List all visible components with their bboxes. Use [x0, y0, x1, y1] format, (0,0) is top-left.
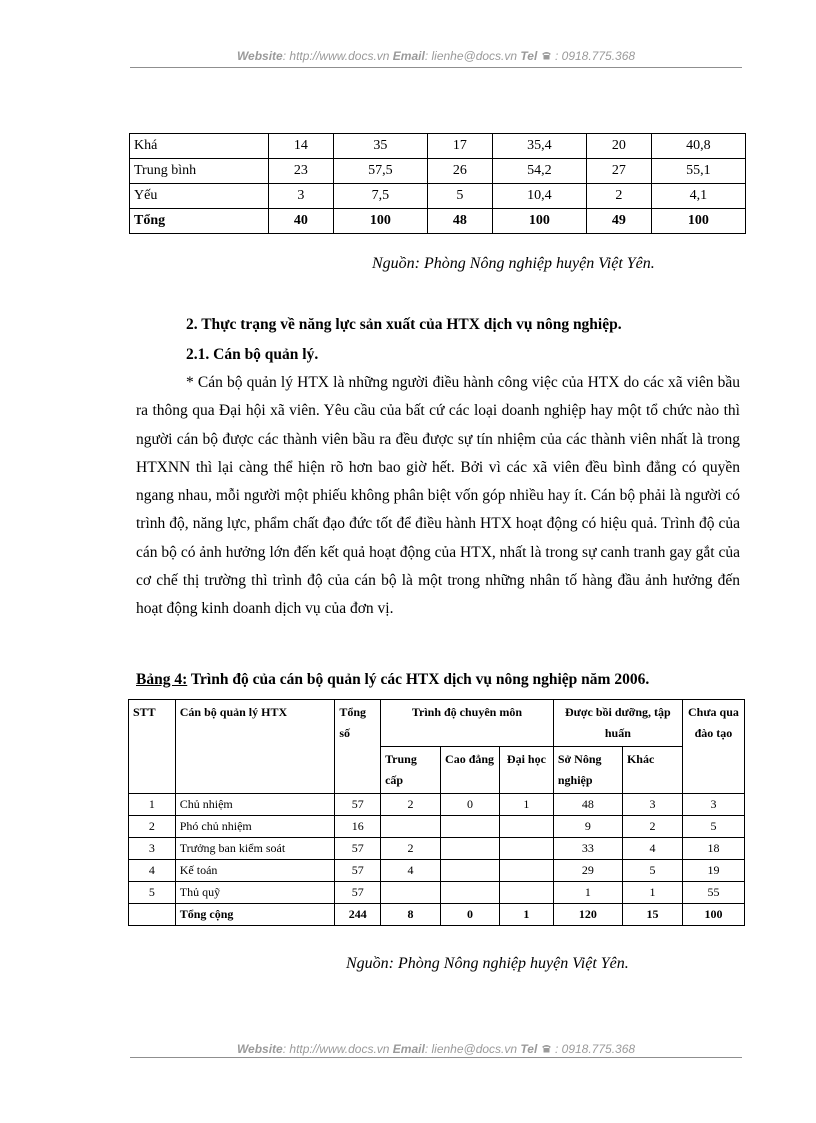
table-row [130, 159, 746, 184]
table-row [129, 838, 745, 860]
subsection-heading: 2.1. Cán bộ quản lý. [186, 346, 319, 363]
table-row [130, 184, 746, 209]
cell-chua: 19 [682, 860, 744, 882]
cell-khac: 1 [622, 882, 682, 904]
cell-trung-cap: 8 [381, 904, 441, 926]
cell-khac: 4 [622, 838, 682, 860]
table-cell: 35 [333, 134, 427, 159]
cell-stt: 4 [129, 860, 176, 882]
cell-cao-dang: 0 [441, 904, 500, 926]
table-row [129, 794, 745, 816]
table-cell: 10,4 [492, 184, 586, 209]
header-trained: Được bồi dưỡng, tập huấn [553, 700, 682, 747]
cell-so-nn: 48 [553, 794, 622, 816]
source-note-1: Nguồn: Phòng Nông nghiệp huyện Việt Yên. [372, 255, 655, 272]
cell-dai-hoc [499, 816, 553, 838]
footer-email-label: Email [392, 1042, 425, 1056]
table-cell: 7,5 [333, 184, 427, 209]
cell-dai-hoc [499, 882, 553, 904]
table-cell: 20 [586, 134, 651, 159]
table-cell: 27 [586, 159, 651, 184]
table-cell: 4,1 [651, 184, 745, 209]
total-row [129, 904, 745, 926]
source-note-2: Nguồn: Phòng Nông nghiệp huyện Việt Yên. [346, 955, 629, 972]
table-4-caption-text: Trình độ của cán bộ quản lý các HTX dịch vụ nông nghiệp năm 2006. [187, 671, 650, 688]
section-heading: 2. Thực trạng về năng lực sản xuất của HTX dịch vụ nông nghiệp. [186, 316, 622, 333]
table-3-continued [129, 133, 746, 234]
cell-name: Kế toán [175, 860, 335, 882]
header-khac: Khác [622, 747, 682, 794]
cell-chua: 3 [682, 794, 744, 816]
body-paragraph: * Cán bộ quản lý HTX là những người điều hành công việc của HTX do các xã viên bầu ra thông qua Đại hội xã viên. Yêu cầu của bất cứ các loại doanh nghiệp hay một tổ chức nào thì người cán bộ được các thành viên bầu ra đều được sự tín nhiệm của các thành viên nhất là trong HTXNN thì lại càng thể hiện rõ hơn bao giờ hết. Bởi vì các xã viên đều bình đẳng có quyền ngang nhau, mỗi người một phiếu không phân biệt vốn góp nhiều hay ít. Cán bộ phải là người có trình độ, năng lực, phẩm chất đạo đức tốt để điều hành HTX hoạt động có hiệu quả. Trình độ của cán bộ có ảnh hưởng lớn đến kết quả hoạt động của HTX, nhất là trong sự canh tranh gay gắt của cơ chế thị trường thì trình độ của cán bộ là một trong những nhân tố hàng đầu ảnh hưởng đến hoạt động kinh doanh dịch vụ của đơn vị. [136, 374, 740, 618]
table-4-caption [136, 671, 649, 689]
cell-trung-cap [381, 816, 441, 838]
table-row [129, 882, 745, 904]
table-4-caption-label: Bảng 4: [136, 671, 188, 688]
cell-total: 57 [335, 882, 381, 904]
cell-cao-dang [441, 860, 500, 882]
cell-so-nn: 9 [553, 816, 622, 838]
cell-trung-cap: 2 [381, 794, 441, 816]
cell-stt [129, 904, 176, 926]
row-label: Tổng [130, 209, 269, 234]
header-website-label: Website [236, 49, 283, 63]
cell-so-nn: 120 [553, 904, 622, 926]
cell-chua: 18 [682, 838, 744, 860]
row-label: Yếu [130, 184, 269, 209]
cell-dai-hoc: 1 [499, 794, 553, 816]
table-cell: 57,5 [333, 159, 427, 184]
cell-stt: 1 [129, 794, 176, 816]
table-row [129, 816, 745, 838]
cell-trung-cap: 2 [381, 838, 441, 860]
footer-tel-value: : 0918.775.368 [554, 1042, 636, 1056]
table-cell: 26 [427, 159, 492, 184]
header-total: Tổng số [335, 700, 381, 794]
header-email-label: Email [392, 49, 425, 63]
table-cell: 35,4 [492, 134, 586, 159]
cell-name: Trưởng ban kiểm soát [175, 838, 335, 860]
table-cell: 40 [269, 209, 334, 234]
cell-khac: 3 [622, 794, 682, 816]
table-cell: 40,8 [651, 134, 745, 159]
phone-icon [541, 49, 555, 63]
cell-total: 244 [335, 904, 381, 926]
table-4 [128, 699, 745, 926]
table-cell: 100 [651, 209, 745, 234]
table-cell: 23 [269, 159, 334, 184]
table-row [129, 860, 745, 882]
header-email-value[interactable]: : lienhe@docs.vn [424, 49, 518, 63]
cell-trung-cap: 4 [381, 860, 441, 882]
cell-dai-hoc [499, 860, 553, 882]
cell-dai-hoc [499, 838, 553, 860]
header-trung-cap: Trung cấp [381, 747, 441, 794]
row-label: Khá [130, 134, 269, 159]
cell-name: Tổng cộng [175, 904, 335, 926]
cell-stt: 3 [129, 838, 176, 860]
cell-total: 57 [335, 794, 381, 816]
cell-so-nn: 1 [553, 882, 622, 904]
table-cell: 14 [269, 134, 334, 159]
cell-cao-dang [441, 816, 500, 838]
cell-cao-dang: 0 [441, 794, 500, 816]
page-header [130, 48, 742, 64]
cell-cao-dang [441, 882, 500, 904]
header-stt: STT [129, 700, 176, 794]
cell-name: Thủ quỹ [175, 882, 335, 904]
table-cell: 2 [586, 184, 651, 209]
table-cell: 100 [333, 209, 427, 234]
header-rule [130, 67, 742, 68]
table-cell: 54,2 [492, 159, 586, 184]
header-website-value[interactable]: : http://www.docs.vn [282, 49, 390, 63]
footer-tel-label: Tel [520, 1042, 538, 1056]
table-row [130, 209, 746, 234]
row-label: Trung bình [130, 159, 269, 184]
header-untrained: Chưa qua đào tạo [682, 700, 744, 794]
cell-stt: 5 [129, 882, 176, 904]
phone-icon [541, 1042, 555, 1056]
table-cell: 100 [492, 209, 586, 234]
header-tel-label: Tel [520, 49, 538, 63]
cell-total: 57 [335, 838, 381, 860]
cell-name: Chủ nhiệm [175, 794, 335, 816]
cell-chua: 100 [682, 904, 744, 926]
cell-stt: 2 [129, 816, 176, 838]
cell-name: Phó chủ nhiệm [175, 816, 335, 838]
table-cell: 48 [427, 209, 492, 234]
cell-dai-hoc: 1 [499, 904, 553, 926]
table-row [130, 134, 746, 159]
cell-total: 16 [335, 816, 381, 838]
header-tel-value: : 0918.775.368 [554, 49, 636, 63]
table-cell: 3 [269, 184, 334, 209]
cell-cao-dang [441, 838, 500, 860]
cell-so-nn: 33 [553, 838, 622, 860]
footer-website-value[interactable]: : http://www.docs.vn [282, 1042, 390, 1056]
cell-chua: 5 [682, 816, 744, 838]
table-cell: 5 [427, 184, 492, 209]
footer-rule [130, 1057, 742, 1058]
cell-khac: 2 [622, 816, 682, 838]
footer-email-value[interactable]: : lienhe@docs.vn [424, 1042, 518, 1056]
header-cao-dang: Cao đẳng [441, 747, 500, 794]
table-cell: 55,1 [651, 159, 745, 184]
table-cell: 49 [586, 209, 651, 234]
cell-so-nn: 29 [553, 860, 622, 882]
footer-website-label: Website [236, 1042, 283, 1056]
header-name: Cán bộ quản lý HTX [175, 700, 335, 794]
cell-total: 57 [335, 860, 381, 882]
header-so-nong-nghiep: Sở Nông nghiệp [553, 747, 622, 794]
header-dai-hoc: Đại học [499, 747, 553, 794]
table-cell: 17 [427, 134, 492, 159]
cell-chua: 55 [682, 882, 744, 904]
cell-trung-cap [381, 882, 441, 904]
page-footer [130, 1041, 742, 1057]
cell-khac: 15 [622, 904, 682, 926]
cell-khac: 5 [622, 860, 682, 882]
header-expertise: Trình độ chuyên môn [381, 700, 554, 747]
